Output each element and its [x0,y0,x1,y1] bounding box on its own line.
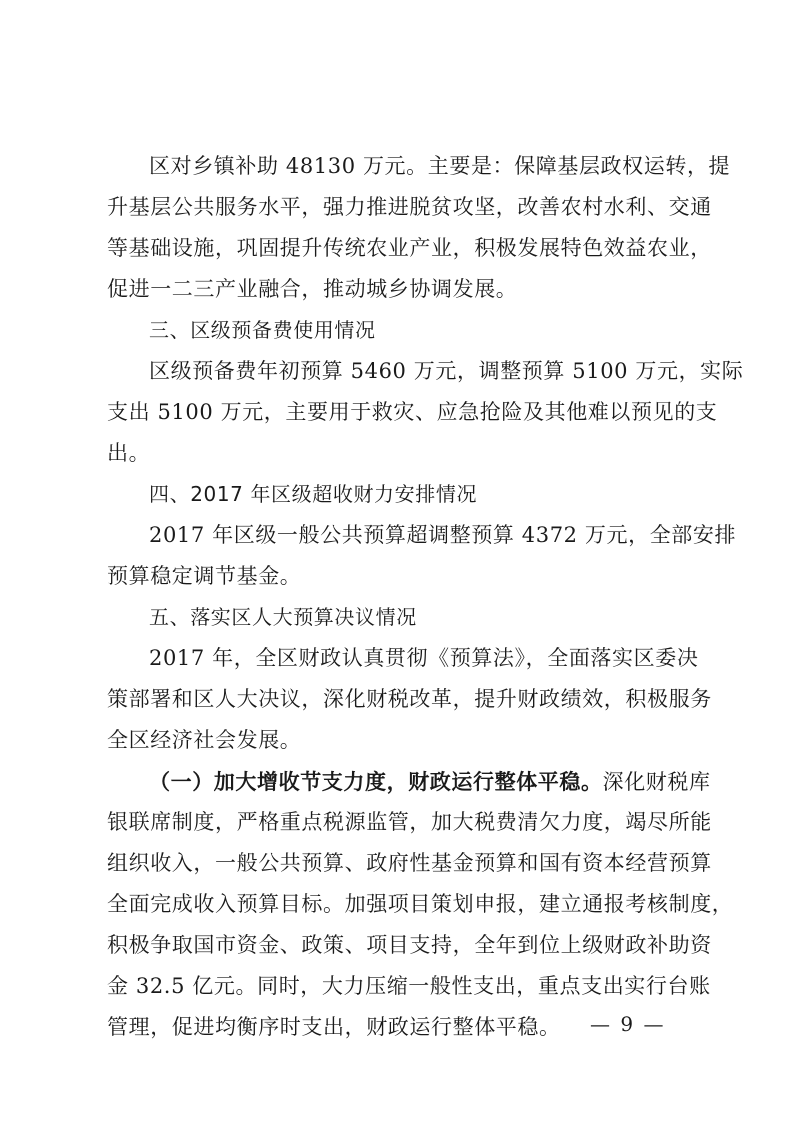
paragraph-line: 2017 年区级一般公共预算超调整预算 4372 万元，全部安排 [149,523,737,547]
paragraph-line: 促进一二三产业融合，推动城乡协调发展。 [107,277,518,301]
paragraph-line: 支出 5100 万元，主要用于救灾、应急抢险及其他难以预见的支 [107,400,718,424]
section-heading: 四、2017 年区级超收财力安排情况 [149,482,478,506]
paragraph-line: 2017 年，全区财政认真贯彻《预算法》，全面落实区委决 [149,646,699,670]
paragraph-line: 金 32.5 亿元。同时，大力压缩一般性支出，重点支出实行台账 [107,974,711,998]
paragraph-line: 全面完成收入预算目标。加强项目策划申报，建立通报考核制度， [107,892,734,916]
paragraph-line: 等基础设施，巩固提升传统农业产业，积极发展特色效益农业， [107,236,712,260]
page-number: — 9 — [590,1012,666,1036]
document-body [107,146,744,1048]
paragraph-line: 积极争取国市资金、政策、项目支持，全年到位上级财政补助资 [107,933,712,957]
paragraph-text: 深化财税库 [602,770,711,794]
paragraph-line: 全区经济社会发展。 [107,728,302,752]
subsection-title: （一）加大增收节支力度，财政运行整体平稳。 [149,769,603,794]
paragraph-line: 出。 [107,441,151,465]
paragraph-line: 组织收入，一般公共预算、政府性基金预算和国有资本经营预算 [107,851,712,875]
paragraph-line: 管理，促进均衡序时支出，财政运行整体平稳。 [107,1015,561,1039]
paragraph-line: 预算稳定调节基金。 [107,564,302,588]
section-heading: 五、落实区人大预算决议情况 [149,605,417,629]
paragraph-line: 区级预备费年初预算 5460 万元，调整预算 5100 万元，实际 [149,359,744,383]
paragraph-line: 区对乡镇补助 48130 万元。主要是：保障基层政权运转，提 [149,154,731,178]
subsection-first-line [107,761,711,802]
section-heading: 三、区级预备费使用情况 [149,318,376,342]
paragraph-line: 升基层公共服务水平，强力推进脱贫攻坚，改善农村水利、交通 [107,195,712,219]
paragraph-line: 银联席制度，严格重点税源监管，加大税费清欠力度，竭尽所能 [107,810,712,834]
paragraph-line: 策部署和区人大决议，深化财税改革，提升财政绩效，积极服务 [107,687,712,711]
